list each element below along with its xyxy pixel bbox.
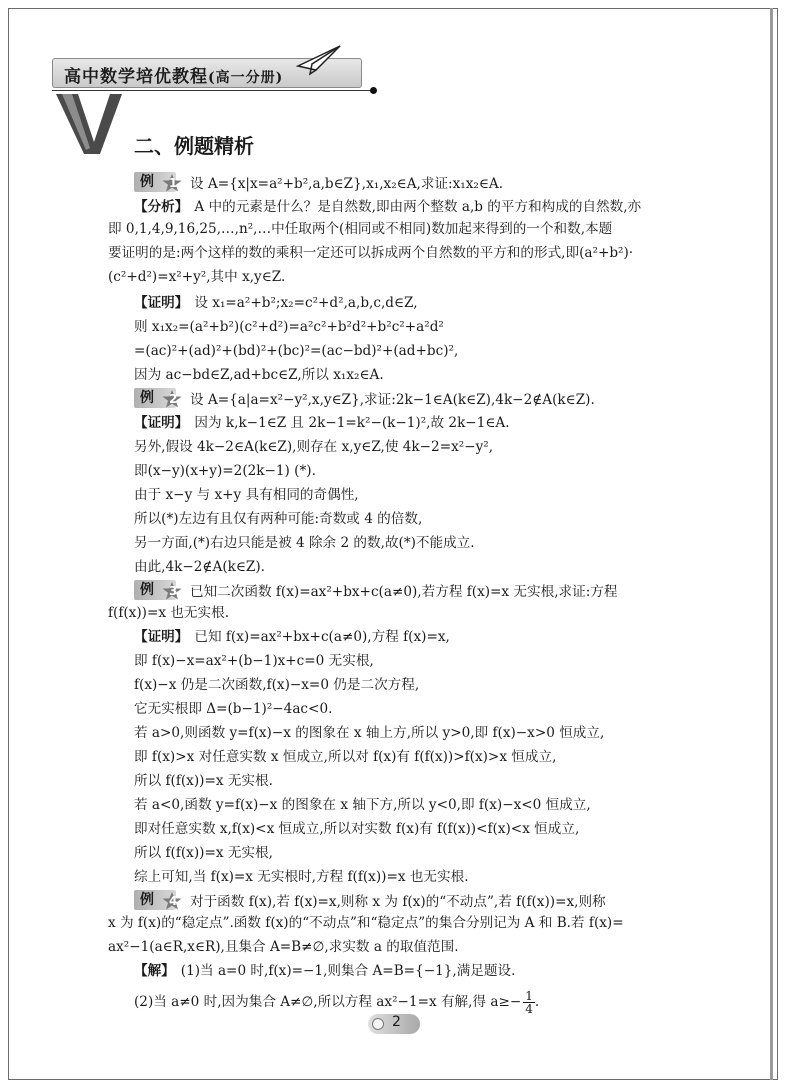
example-3-question: 例 3 已知二次函数 f(x)=ax²+bx+c(a≠0),若方程 f(x)=x 无实根,求证:方程 xyxy=(134,580,617,601)
text-line: 若 a>0,则函数 y=f(x)−x 的图象在 x 轴上方,所以 y>0,即 f(x)−x>0 恒成立, xyxy=(134,725,605,741)
text-line: x 为 f(x)的“稳定点”.函数 f(x)的“不动点”和“稳定点”的集合分别记为 A 和 B.若 f(x)= xyxy=(108,915,624,931)
page-circle-icon xyxy=(372,1018,384,1030)
text-line: 若 a<0,函数 y=f(x)−x 的图象在 x 轴下方,所以 y<0,即 f(x)−x<0 恒成立, xyxy=(134,797,591,813)
text-line: 即 f(x)−x=ax²+(b−1)x+c=0 无实根, xyxy=(134,653,374,669)
text-line: 因为 ac−bd∈Z,ad+bc∈Z,所以 x₁x₂∈A. xyxy=(134,367,384,383)
example-3-proof: 【证明】 已知 f(x)=ax²+bx+c(a≠0),方程 f(x)=x, xyxy=(134,629,450,645)
header-title xyxy=(64,62,283,87)
example-badge: 例 2 xyxy=(134,388,184,408)
text-line: 则 x₁x₂=(a²+b²)(c²+d²)=a²c²+b²d²+b²c²+a²d² xyxy=(134,319,444,335)
text-line: 由此,4k−2∉A(k∈Z). xyxy=(134,559,265,575)
text-line: 即 f(x)>x 对任意实数 x 恒成立,所以对 f(x)有 f(f(x))>f(x)>x 恒成立, xyxy=(134,749,557,765)
text-line: (2)当 a≠0 时,因为集合 A≠∅,所以方程 ax²−1=x 有解,得 a≥− $\frac{1}{4}$ . xyxy=(134,989,540,1016)
section-title: 二、例题精析 xyxy=(134,134,254,158)
text-line: 另外,假设 4k−2∈A(k∈Z),则存在 x,y∈Z,使 4k−2=x²−y², xyxy=(134,439,494,455)
text-line: 即 0,1,4,9,16,25,…,n²,…中任取两个(相同或不相同)数加起来得到的一个和数,本题 xyxy=(108,221,613,237)
header-rule xyxy=(52,90,372,91)
example-badge: 例 3 xyxy=(134,580,184,600)
text-line: 由于 x−y 与 x+y 具有相同的奇偶性, xyxy=(134,487,359,503)
text-line: 所以 f(f(x))=x 无实根. xyxy=(134,773,273,789)
text-line: f(x)−x 仍是二次函数,f(x)−x=0 仍是二次方程, xyxy=(134,677,420,693)
example-1-analysis: 【分析】 A 中的元素是什么？是自然数,即由两个整数 a,b 的平方和构成的自然数,亦 xyxy=(134,199,642,215)
example-badge: 例 1 xyxy=(134,172,184,192)
paper-plane-icon xyxy=(296,44,342,76)
example-1-question: 例 1 设 A={x|x=a²+b²,a,b∈Z},x₁,x₂∈A,求证:x₁x₂∈A. xyxy=(134,172,503,193)
example-4-question: 例 4 对于函数 f(x),若 f(x)=x,则称 x 为 f(x)的“不动点”,若 f(f(x))=x,则称 xyxy=(134,890,606,911)
page-number: 2 xyxy=(392,1014,401,1030)
text-line: 所以 f(f(x))=x 无实根, xyxy=(134,845,273,861)
text-line: 另一方面,(*)右边只能是被 4 除余 2 的数,故(*)不能成立. xyxy=(134,535,475,551)
book-volume: (高一分册) xyxy=(208,70,284,86)
text-line: 即对任意实数 x,f(x)<x 恒成立,所以对实数 f(x)有 f(f(x))<f(x)<x 恒成立, xyxy=(134,821,580,837)
text-line: 即(x−y)(x+y)=2(2k−1) (*). xyxy=(134,463,316,479)
example-2-proof: 【证明】 因为 k,k−1∈Z 且 2k−1=k²−(k−1)²,故 2k−1∈A. xyxy=(134,415,510,431)
example-2-question: 例 2 设 A={a|a=x²−y²,x,y∈Z},求证:2k−1∈A(k∈Z),4k−2∉A(k∈Z). xyxy=(134,388,595,409)
text-line: 所以(*)左边有且仅有两种可能:奇数或 4 的倍数, xyxy=(134,511,423,527)
text-line: 综上可知,当 f(x)=x 无实根时,方程 f(f(x))=x 也无实根. xyxy=(134,869,469,885)
text-line: (c²+d²)=x²+y²,其中 x,y∈Z. xyxy=(108,269,286,285)
page-edge xyxy=(770,8,773,1080)
fraction: $\frac{1}{4}$ xyxy=(525,989,533,1016)
example-1-proof: 【证明】 设 x₁=a²+b²;x₂=c²+d²,a,b,c,d∈Z, xyxy=(134,295,418,311)
header-rule-dot xyxy=(370,87,377,94)
chapter-v-mark-icon xyxy=(54,92,124,156)
text-line: =(ac)²+(ad)²+(bd)²+(bc)²=(ac−bd)²+(ad+bc)², xyxy=(134,343,459,359)
book-title: 高中数学培优教程 xyxy=(64,67,208,87)
example-4-solution: 【解】 (1)当 a=0 时,f(x)=−1,则集合 A=B={−1},满足题设. xyxy=(134,963,516,979)
text-line: 要证明的是:两个这样的数的乘积一定还可以拆成两个自然数的平方和的形式,即(a²+b²)· xyxy=(108,245,634,261)
text-line: ax²−1(a∈R,x∈R),且集合 A=B≠∅,求实数 a 的取值范围. xyxy=(108,939,459,955)
text-line: f(f(x))=x 也无实根. xyxy=(108,605,230,621)
example-badge: 例 4 xyxy=(134,890,184,910)
text-line: 它无实根即 Δ=(b−1)²−4ac<0. xyxy=(134,701,333,717)
